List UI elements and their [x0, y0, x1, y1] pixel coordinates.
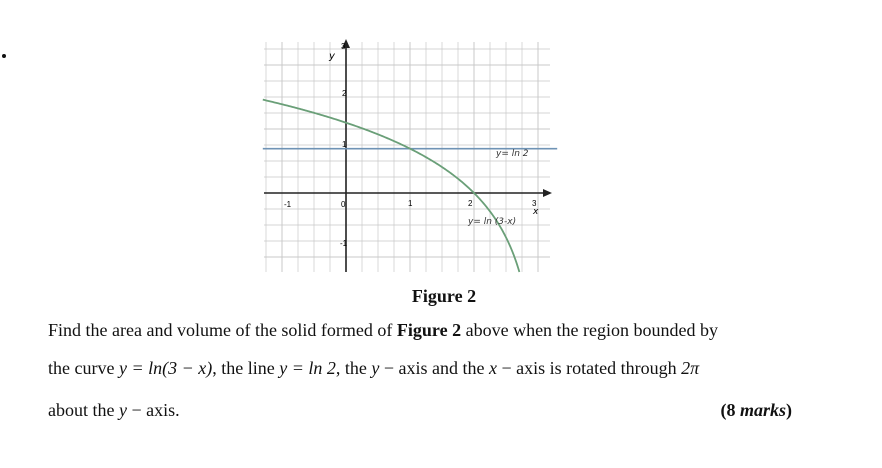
x-tick-1: 1 [408, 199, 413, 208]
q3-b: − axis. [126, 400, 180, 420]
marks-word: marks [739, 400, 786, 420]
figure-caption: Figure 2 [411, 286, 477, 306]
q2-x-var: x [489, 358, 497, 378]
q2-e: − axis is rotated through [497, 358, 682, 378]
curve-label: y= ln (3-x) [468, 217, 517, 227]
q2-b: , the line [212, 358, 280, 378]
x-axis-arrow [543, 189, 552, 197]
q2-line-eq: y = ln 2 [279, 358, 336, 378]
x-tick-0: 0 [341, 200, 346, 209]
q1-figure-ref: Figure 2 [396, 320, 462, 340]
curve-ln-3-minus-x [263, 100, 520, 272]
q3-y-var: y [118, 400, 127, 420]
q2-a: the curve [48, 358, 119, 378]
y-tick-3: 3 [341, 42, 346, 51]
y-tick-1: 1 [342, 140, 347, 149]
q2-y-var: y [371, 358, 380, 378]
x-axis-label: x [533, 207, 539, 217]
x-tick-neg1: -1 [284, 200, 292, 209]
question-line-2 [48, 358, 699, 379]
x-tick-2: 2 [468, 199, 473, 208]
q2-angle: 2π [681, 358, 700, 378]
x-tick-3: 3 [532, 199, 537, 208]
question-line-3 [48, 400, 180, 421]
line-label: y= ln 2 [496, 149, 529, 159]
q2-c: , the [335, 358, 372, 378]
question-line-1 [48, 320, 718, 341]
q1-text: Find the area and volume of the solid formed of [48, 320, 397, 340]
y-tick-neg1: -1 [340, 239, 348, 248]
q3-a: about the [48, 400, 119, 420]
marks-label: (8 marks) [720, 400, 792, 420]
y-axis-label: y [329, 51, 335, 62]
q1-rest: above when the region bounded by [461, 320, 719, 340]
q2-d: − axis and the [379, 358, 489, 378]
figure-graph [260, 36, 560, 276]
bullet-dot [2, 54, 6, 58]
y-tick-2: 2 [342, 89, 347, 98]
q2-curve-eq: y = ln(3 − x) [118, 358, 213, 378]
